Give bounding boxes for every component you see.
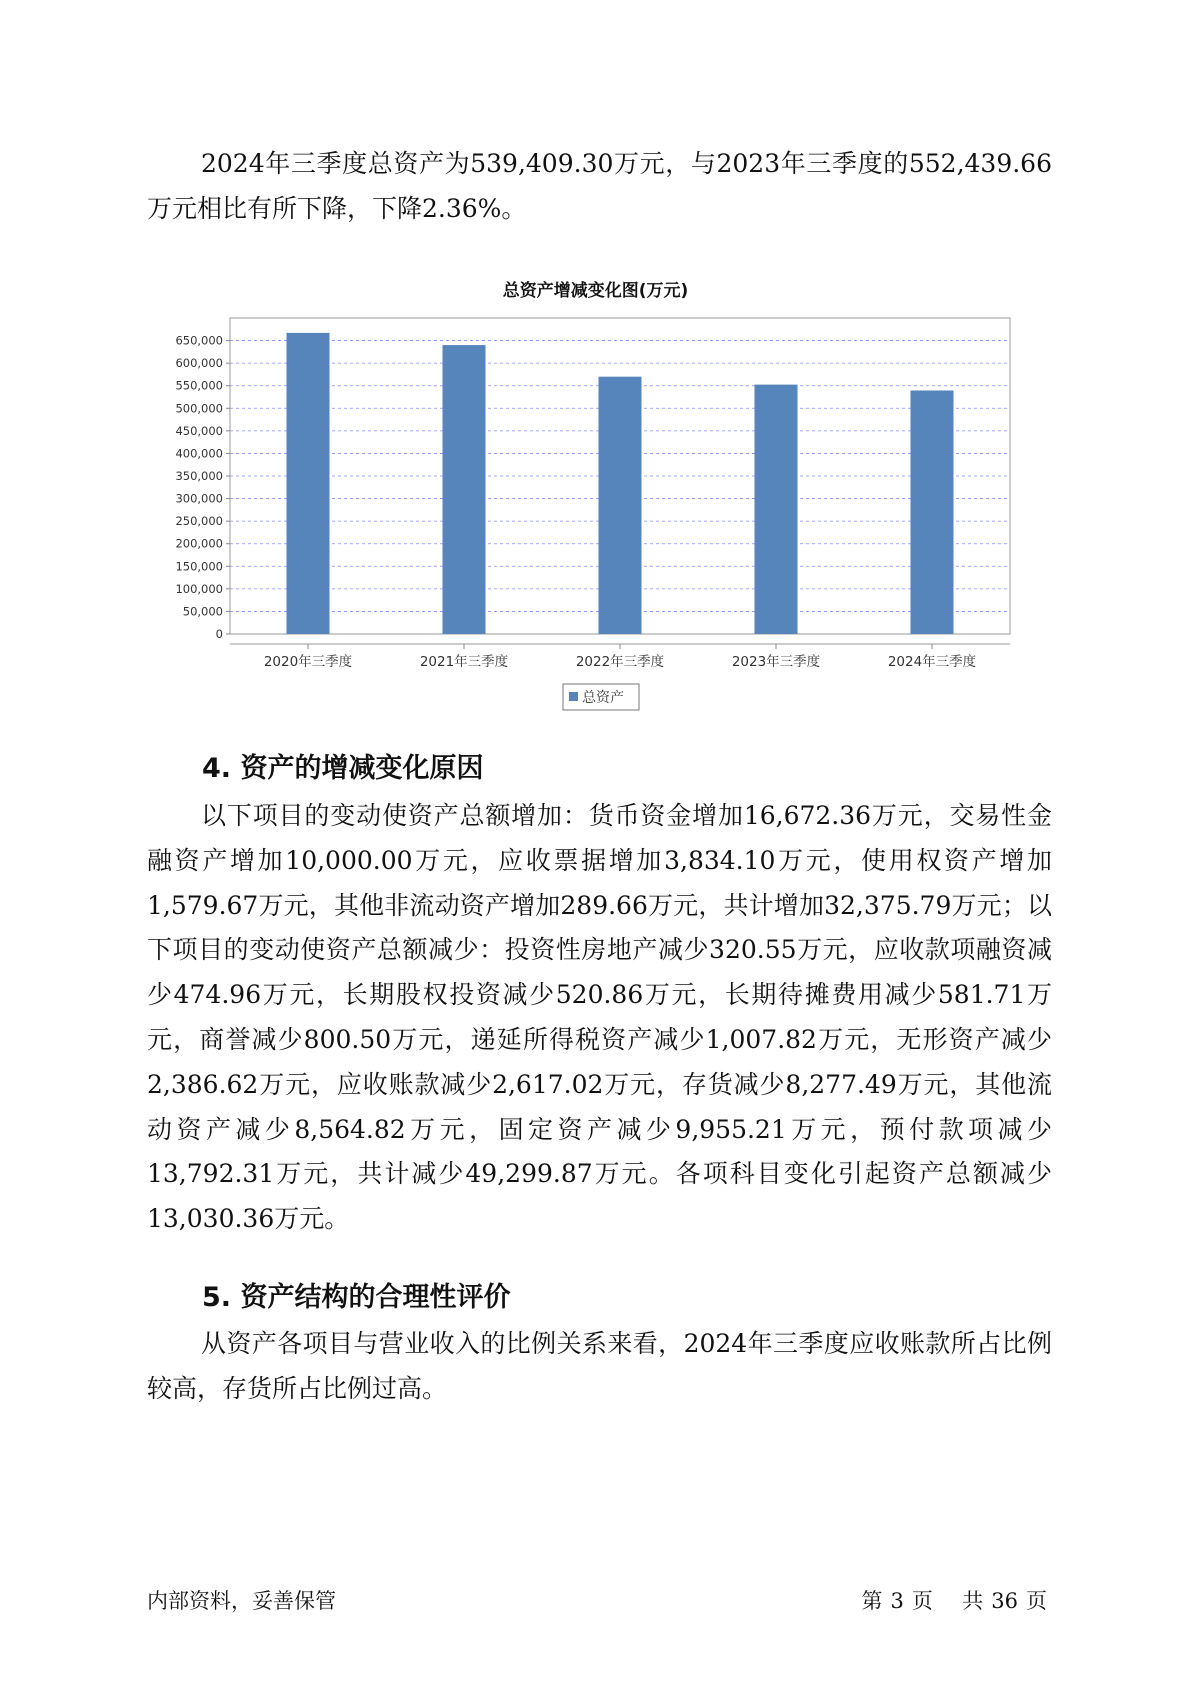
y-tick-label: 650,000 — [175, 333, 223, 348]
x-tick-label: 2022年三季度 — [575, 654, 665, 670]
legend-swatch — [569, 692, 578, 701]
legend — [563, 684, 639, 710]
total-assets-bar-chart — [0, 300, 1191, 720]
y-tick-label: 250,000 — [175, 514, 223, 529]
section4-paragraph: 以下项目的变动使资产总额增加：货币资金增加16,672.36万元，交易性金融资产增加10,000.00万元，应收票据增加3,834.10万元，使用权资产增加1,579.67万元，其他非流动资产增加289.66万元，共计增加32,375.79万元；以下项目的变动使资产总额减少：投资性房地产减少320.55万元，应收款项融资减少474.96万元，长期股权投资减少520.86万元，长期待摊费用减少581.71万元，商誉减少800.50万元，递延所得税资产减少1,007.82万元，无形资产减少2,386.62万元，应收账款减少2,617.02万元，存货减少8,277.49万元，其他流动资产减少8,564.82万元，固定资产减少9,955.21万元，预付款项减少13,792.31万元，共计减少49,299.87万元。各项科目变化引起资产总额减少13,030.36万元。 — [147, 801, 1052, 1234]
chart-title: 总资产增减变化图(万元) — [502, 281, 689, 301]
y-tick-label: 0 — [215, 627, 223, 641]
x-tick-label: 2021年三季度 — [419, 654, 509, 670]
section4-heading: 4. 资产的增减变化原因 — [202, 753, 484, 784]
y-tick-label: 450,000 — [175, 423, 223, 438]
page-unit: 页 — [911, 1589, 933, 1613]
bar — [443, 345, 486, 634]
bar — [599, 377, 642, 634]
y-axis — [175, 334, 230, 641]
y-tick-label: 150,000 — [175, 559, 223, 574]
x-tick-label: 2024年三季度 — [887, 654, 977, 670]
footer-confidential-note: 内部资料，妥善保管 — [147, 1589, 336, 1613]
page-number: 3 — [890, 1589, 904, 1613]
bar — [911, 390, 954, 634]
y-tick-label: 200,000 — [175, 536, 223, 551]
y-tick-label: 50,000 — [182, 604, 223, 619]
y-tick-label: 400,000 — [175, 446, 223, 461]
y-tick-label: 600,000 — [175, 356, 223, 371]
section5-paragraph: 从资产各项目与营业收入的比例关系来看，2024年三季度应收账款所占比例较高，存货所占比例过高。 — [147, 1329, 1052, 1403]
y-tick-label: 350,000 — [175, 469, 223, 483]
intro-paragraph: 2024年三季度总资产为539,409.30万元，与2023年三季度的552,439.66万元相比有所下降，下降2.36%。 — [147, 149, 1052, 223]
y-tick-label: 300,000 — [175, 491, 223, 506]
y-tick-label: 100,000 — [175, 581, 223, 596]
x-tick-label: 2023年三季度 — [731, 654, 821, 670]
total-unit: 页 — [1026, 1589, 1047, 1613]
footer-page-info — [858, 1585, 1051, 1615]
y-tick-label: 550,000 — [175, 378, 223, 393]
x-tick-label: 2020年三季度 — [263, 654, 353, 670]
bar — [755, 385, 798, 634]
x-axis — [230, 644, 1010, 670]
bar — [287, 333, 330, 634]
total-label: 共 — [962, 1589, 984, 1613]
y-tick-label: 500,000 — [175, 401, 223, 416]
total-pages: 36 — [991, 1589, 1018, 1613]
legend-label: 总资产 — [582, 690, 624, 706]
page-label: 第 — [861, 1589, 883, 1613]
section5-heading: 5. 资产结构的合理性评价 — [202, 1282, 511, 1313]
